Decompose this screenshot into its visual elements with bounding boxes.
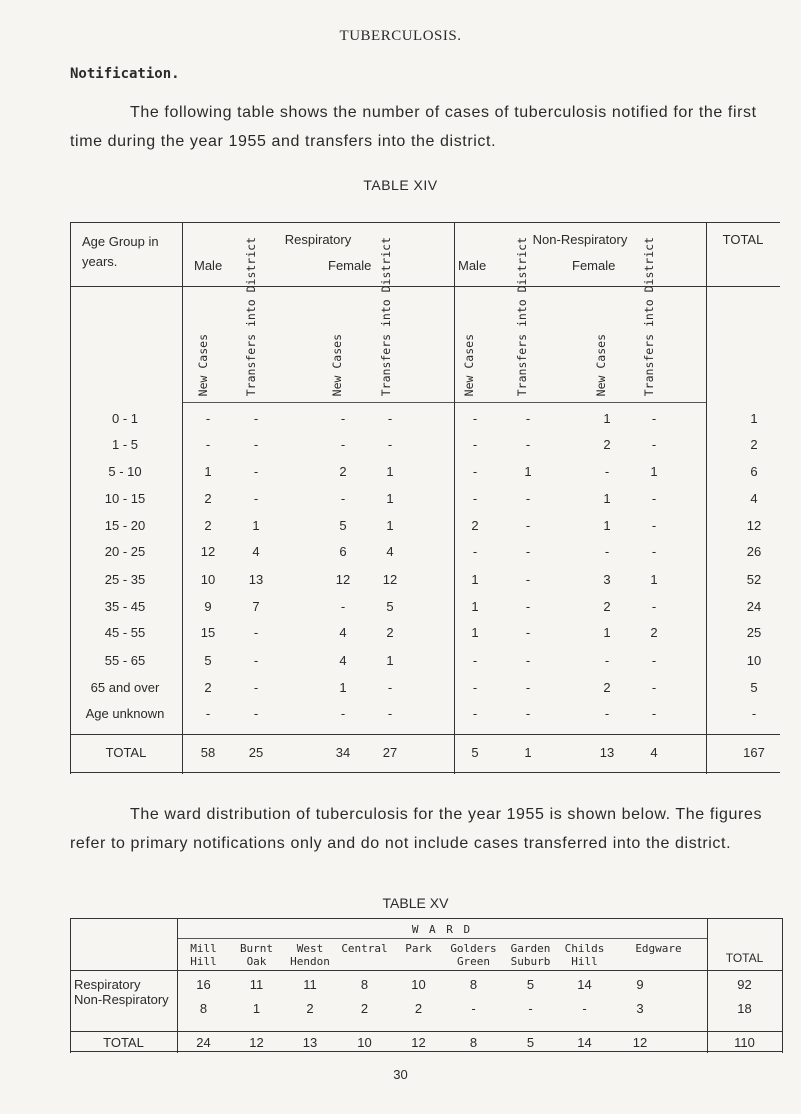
total-header: TOTAL bbox=[722, 232, 764, 247]
row-total-cell: 24 bbox=[746, 599, 762, 614]
table-xv-caption: TABLE XV bbox=[382, 895, 449, 911]
table-cell: 1 bbox=[471, 572, 479, 587]
row-total-cell: 4 bbox=[750, 491, 758, 506]
ward-cell: - bbox=[471, 1001, 476, 1016]
row-total-cell: 2 bbox=[750, 437, 758, 452]
table-cell: 2 bbox=[339, 464, 347, 479]
total-row-label: TOTAL bbox=[105, 745, 147, 760]
table-cell: 1 bbox=[603, 491, 611, 506]
table-cell: - bbox=[340, 491, 346, 506]
table-cell: 1 bbox=[471, 599, 479, 614]
table-cell: 1 bbox=[603, 518, 611, 533]
table-cell: 3 bbox=[603, 572, 611, 587]
total-cell: 25 bbox=[248, 745, 264, 760]
ward-cell: 8 bbox=[469, 1035, 478, 1050]
table-cell: 1 bbox=[471, 625, 479, 640]
ward-cell: 13 bbox=[302, 1035, 318, 1050]
table-cell: - bbox=[253, 491, 259, 506]
total-cell: 27 bbox=[382, 745, 398, 760]
table-cell: 6 bbox=[339, 544, 347, 559]
total-cell: 1 bbox=[524, 745, 532, 760]
table-cell: 1 bbox=[524, 464, 532, 479]
table-cell: - bbox=[651, 653, 657, 668]
table-cell: - bbox=[205, 706, 211, 721]
table-cell: - bbox=[387, 411, 393, 426]
row-total-cell: 26 bbox=[746, 544, 762, 559]
total-cell: 34 bbox=[335, 745, 351, 760]
table-cell: - bbox=[651, 599, 657, 614]
ward-cell: 11 bbox=[249, 977, 264, 992]
table-cell: - bbox=[472, 411, 478, 426]
sub-header-new-cases: New Cases bbox=[594, 333, 608, 396]
table-cell: - bbox=[253, 680, 259, 695]
table-cell: 1 bbox=[204, 464, 212, 479]
table-cell: - bbox=[387, 437, 393, 452]
table-cell: - bbox=[604, 464, 610, 479]
row-total-cell: 52 bbox=[746, 572, 762, 587]
table-cell: - bbox=[205, 411, 211, 426]
ward-column-header: Childs Hill bbox=[564, 942, 605, 968]
table-cell: 2 bbox=[603, 599, 611, 614]
table-cell: 4 bbox=[339, 653, 347, 668]
page-title: TUBERCULOSIS. bbox=[339, 28, 462, 44]
total-cell: 5 bbox=[471, 745, 479, 760]
table-cell: - bbox=[472, 680, 478, 695]
ward-cell: 12 bbox=[411, 1035, 426, 1050]
age-group-label: 15 - 20 bbox=[104, 518, 146, 533]
table-cell: - bbox=[387, 706, 393, 721]
ward-column-header: West Hendon bbox=[290, 942, 330, 968]
table-cell: - bbox=[340, 599, 346, 614]
ward-cell: 8 bbox=[360, 977, 369, 992]
age-group-header: Age Group in years. bbox=[82, 234, 159, 269]
table-cell: 2 bbox=[603, 437, 611, 452]
ward-cell: 3 bbox=[636, 1001, 644, 1016]
table-cell: 1 bbox=[386, 464, 394, 479]
sub-header-transfers: Transfers into District bbox=[244, 236, 258, 396]
table-cell: - bbox=[472, 706, 478, 721]
table-cell: 15 bbox=[200, 625, 216, 640]
age-group-label: 55 - 65 bbox=[104, 653, 146, 668]
ward-cell: 10 bbox=[357, 1035, 372, 1050]
total-cell: 4 bbox=[650, 745, 658, 760]
table-cell: - bbox=[253, 437, 259, 452]
table-xv bbox=[70, 918, 782, 1053]
ward-cell: - bbox=[528, 1001, 533, 1016]
respiratory-header: Respiratory bbox=[284, 232, 352, 247]
table-cell: 10 bbox=[200, 572, 216, 587]
table-cell: 2 bbox=[603, 680, 611, 695]
sub-header-transfers: Transfers into District bbox=[515, 236, 529, 396]
row-total-cell: 25 bbox=[746, 625, 762, 640]
table-cell: - bbox=[253, 706, 259, 721]
table-cell: - bbox=[604, 653, 610, 668]
age-group-label: 0 - 1 bbox=[111, 411, 138, 426]
table-cell: 1 bbox=[252, 518, 260, 533]
table-cell: 7 bbox=[252, 599, 260, 614]
ward-cell: 8 bbox=[199, 1001, 208, 1016]
ward-column-header: Golders Green bbox=[450, 942, 497, 968]
ward-cell: 9 bbox=[636, 977, 644, 992]
sub-header-transfers: Transfers into District bbox=[642, 236, 656, 396]
table-cell: - bbox=[525, 653, 531, 668]
age-group-label: Age unknown bbox=[85, 706, 165, 721]
table-cell: 1 bbox=[386, 518, 394, 533]
ward-column-header: Mill Hill bbox=[190, 942, 217, 968]
row-total-cell: 10 bbox=[746, 653, 762, 668]
table-cell: 1 bbox=[339, 680, 347, 695]
ward-cell: 12 bbox=[632, 1035, 648, 1050]
table-cell: - bbox=[525, 706, 531, 721]
row-total-cell: 1 bbox=[750, 411, 758, 426]
table-cell: - bbox=[651, 544, 657, 559]
section-heading: Notification. bbox=[70, 66, 180, 82]
table-cell: - bbox=[340, 411, 346, 426]
ward-cell: 2 bbox=[414, 1001, 423, 1016]
table-cell: 5 bbox=[204, 653, 212, 668]
ward-column-header: Park bbox=[405, 942, 432, 955]
table-cell: 4 bbox=[252, 544, 260, 559]
ward-cell: 5 bbox=[526, 1035, 535, 1050]
table-cell: - bbox=[253, 411, 259, 426]
table-cell: - bbox=[205, 437, 211, 452]
table-cell: 1 bbox=[603, 625, 611, 640]
age-group-label: 20 - 25 bbox=[104, 544, 146, 559]
table-cell: 1 bbox=[386, 653, 394, 668]
table-cell: - bbox=[472, 653, 478, 668]
grand-total-cell: 167 bbox=[743, 745, 765, 760]
non-respiratory-header: Non-Respiratory bbox=[532, 232, 628, 247]
age-group-label: 35 - 45 bbox=[104, 599, 146, 614]
table-cell: - bbox=[604, 544, 610, 559]
table-cell: - bbox=[525, 680, 531, 695]
sub-header-new-cases: New Cases bbox=[330, 333, 344, 396]
total-cell: 58 bbox=[200, 745, 216, 760]
age-group-label: 65 and over bbox=[90, 680, 160, 695]
table-cell: - bbox=[651, 411, 657, 426]
ward-cell: 16 bbox=[196, 977, 211, 992]
table-cell: - bbox=[525, 544, 531, 559]
ward-column-header: Burnt Oak bbox=[239, 942, 274, 968]
ward-cell: 5 bbox=[526, 977, 535, 992]
ward-cell: 14 bbox=[577, 1035, 592, 1050]
table-cell: - bbox=[472, 544, 478, 559]
table-cell: - bbox=[472, 437, 478, 452]
row-label: TOTAL bbox=[103, 1035, 144, 1050]
table-cell: - bbox=[253, 464, 259, 479]
ward-cell: 2 bbox=[306, 1001, 314, 1016]
ward-cell: - bbox=[582, 1001, 587, 1016]
row-label: Respiratory bbox=[74, 977, 141, 992]
ward-column-header: Garden Suburb bbox=[510, 942, 551, 968]
sub-header-new-cases: New Cases bbox=[462, 333, 476, 396]
table-cell: 5 bbox=[339, 518, 347, 533]
age-group-label: 1 - 5 bbox=[111, 437, 138, 452]
row-label: Non-Respiratory bbox=[74, 992, 169, 1007]
ward-cell: 8 bbox=[469, 977, 478, 992]
table-cell: 12 bbox=[335, 572, 351, 587]
ward-column-header: Central bbox=[341, 942, 388, 955]
table-cell: - bbox=[340, 437, 346, 452]
resp-male-header: Male bbox=[194, 258, 223, 273]
table-cell: 2 bbox=[204, 491, 212, 506]
sub-header-transfers: Transfers into District bbox=[379, 236, 393, 396]
intro-paragraph: The following table shows the number of cases of tuberculosis notified for the first time during the year 1955 and transfers into the district. bbox=[70, 104, 757, 150]
table-xiv-caption: TABLE XIV bbox=[363, 177, 438, 193]
page-number: 30 bbox=[393, 1067, 408, 1082]
table-cell: 1 bbox=[650, 572, 658, 587]
table-cell: - bbox=[387, 680, 393, 695]
total-cell: 13 bbox=[599, 745, 615, 760]
table-cell: - bbox=[651, 437, 657, 452]
table-cell: 13 bbox=[248, 572, 264, 587]
table-cell: 4 bbox=[386, 544, 394, 559]
table-cell: 9 bbox=[204, 599, 212, 614]
table-cell: 12 bbox=[382, 572, 398, 587]
table-cell: 1 bbox=[386, 491, 394, 506]
ward-cell: 11 bbox=[303, 977, 317, 992]
table-cell: 1 bbox=[603, 411, 611, 426]
table-cell: - bbox=[472, 464, 478, 479]
ward-column-header: Edgware bbox=[635, 942, 682, 955]
table-cell: - bbox=[253, 653, 259, 668]
table-cell: - bbox=[525, 625, 531, 640]
table-cell: - bbox=[525, 437, 531, 452]
table-cell: - bbox=[340, 706, 346, 721]
table-cell: 2 bbox=[471, 518, 479, 533]
table-cell: 1 bbox=[650, 464, 658, 479]
table-cell: - bbox=[604, 706, 610, 721]
table-cell: 2 bbox=[204, 518, 212, 533]
table-cell: - bbox=[525, 491, 531, 506]
table-cell: - bbox=[525, 518, 531, 533]
ward-cell: 14 bbox=[577, 977, 592, 992]
table-cell: - bbox=[525, 572, 531, 587]
nonresp-male-header: Male bbox=[458, 258, 487, 273]
row-total-cell: 18 bbox=[737, 1001, 752, 1016]
table-xiv bbox=[70, 222, 780, 774]
row-total-cell: 5 bbox=[750, 680, 758, 695]
resp-female-header: Female bbox=[328, 258, 372, 273]
ward-cell: 2 bbox=[360, 1001, 369, 1016]
table-cell: 2 bbox=[650, 625, 658, 640]
total-header: TOTAL bbox=[725, 951, 764, 965]
age-group-label: 5 - 10 bbox=[108, 464, 142, 479]
table-cell: - bbox=[525, 411, 531, 426]
table-cell: 5 bbox=[386, 599, 394, 614]
ward-paragraph: The ward distribution of tuberculosis for the year 1955 is shown below. The figures refer to primary notifications only and do not include cases transferred into the district. bbox=[70, 806, 763, 852]
ward-header: W A R D bbox=[411, 923, 473, 936]
nonresp-female-header: Female bbox=[572, 258, 616, 273]
table-cell: - bbox=[651, 706, 657, 721]
age-group-label: 45 - 55 bbox=[104, 625, 146, 640]
row-total-cell: 6 bbox=[750, 464, 758, 479]
table-cell: 2 bbox=[386, 625, 394, 640]
ward-cell: 1 bbox=[252, 1001, 261, 1016]
table-cell: 2 bbox=[204, 680, 212, 695]
table-cell: 4 bbox=[339, 625, 347, 640]
row-total-cell: 92 bbox=[737, 977, 752, 992]
table-cell: - bbox=[651, 491, 657, 506]
table-cell: - bbox=[253, 625, 259, 640]
age-group-label: 25 - 35 bbox=[104, 572, 146, 587]
ward-cell: 12 bbox=[249, 1035, 264, 1050]
table-cell: - bbox=[651, 518, 657, 533]
row-total-cell: 12 bbox=[746, 518, 762, 533]
ward-cell: 10 bbox=[411, 977, 426, 992]
row-total-cell: 110 bbox=[734, 1035, 755, 1050]
age-group-label: 10 - 15 bbox=[104, 491, 146, 506]
table-cell: 12 bbox=[200, 544, 216, 559]
table-cell: - bbox=[651, 680, 657, 695]
row-total-cell: - bbox=[751, 706, 757, 721]
table-cell: - bbox=[472, 491, 478, 506]
sub-header-new-cases: New Cases bbox=[196, 333, 210, 396]
table-cell: - bbox=[525, 599, 531, 614]
ward-cell: 24 bbox=[196, 1035, 211, 1050]
